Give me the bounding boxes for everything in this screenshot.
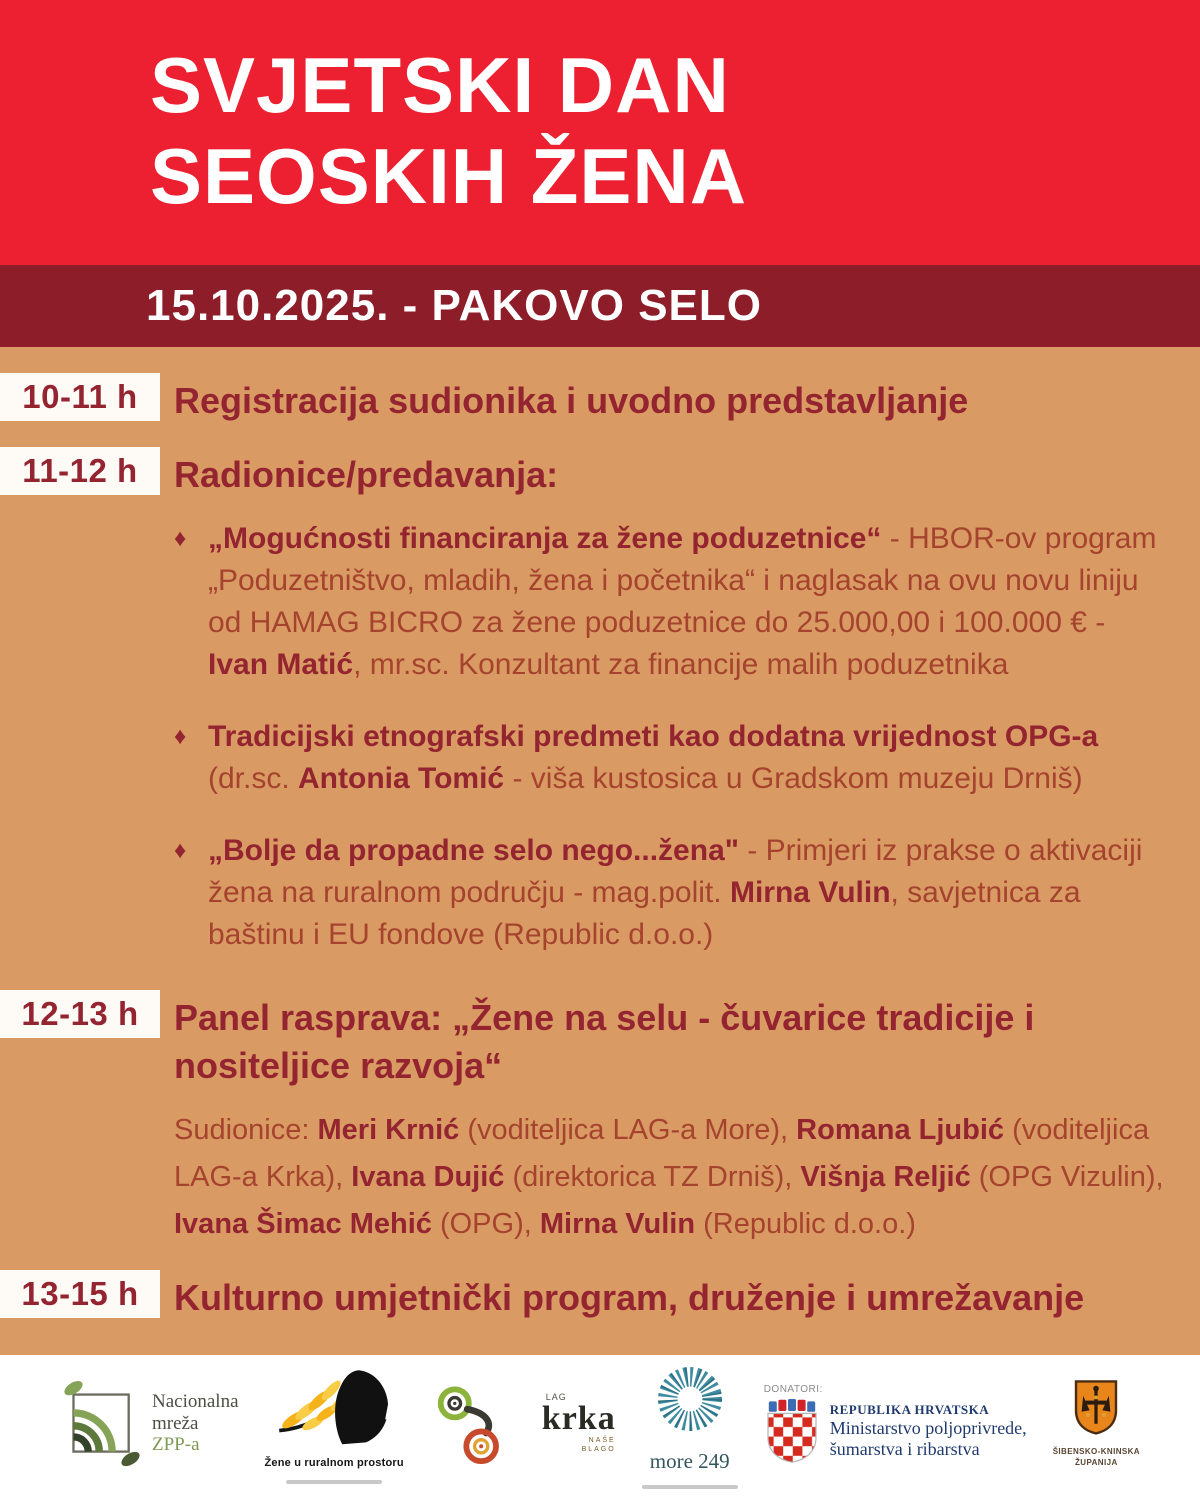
workshop-item [174,518,1164,686]
header-banner [0,0,1200,265]
time-badge-label: 12-13 h [21,995,139,1033]
time-badge [0,373,160,421]
workshop-item-text: „Mogućnosti financiranja za žene poduzetnice“ - HBOR-ov program „Poduzetništvo, mladih, žena i početnika“ i naglasak na ovu novu liniju od HAMAG BICRO za žene poduzetnice do 25.000,00 i 100.000 € - Ivan Matić, mr.sc. Konzultant za financije malih poduzetnika [208,522,1157,682]
schedule-row-workshops [0,447,1200,957]
time-badge [0,1270,160,1318]
krka-tagline-line2: BLAGO [581,1446,616,1453]
donators-label: DONATORI: [763,1383,823,1395]
krka-logo-caption [542,1393,616,1454]
more249-sub-caption-placeholder [642,1485,738,1489]
session-title: Registracija sudionika i uvodno predstavljanje [174,380,969,421]
zene-sub-caption-placeholder [286,1480,382,1484]
schedule-row-panel [0,990,1200,1248]
zene-logo-caption: Žene u ruralnom prostoru [264,1457,404,1469]
more249-caption: more 249 [649,1448,730,1473]
logo-lag-krka [430,1378,616,1470]
more249-logo-icon [650,1359,730,1439]
schedule-row-culture [0,1270,1200,1322]
session-title: Radionice/predavanja: [174,453,559,495]
workshop-item-text: Tradicijski etnografski predmeti kao dodatna vrijednost OPG-a (dr.sc. Antonia Tomić - viša kustosica u Gradskom muzeju Drniš) [208,720,1099,796]
panel-participants: Sudionice: Meri Krnić (voditeljica LAG-a More), Romana Ljubić (voditeljica LAG-a Krka), Ivana Dujić (direktorica TZ Drniš), Višnja Reljić (OPG Vizulin), Ivana Šimac Mehić (OPG), Mirna Vulin (Republic d.o.o.) [174,1114,1164,1240]
time-badge-label: 10-11 h [22,378,138,415]
logo-strip [0,1355,1200,1500]
zpp-caption-line2: mreža [152,1412,199,1434]
zpp-caption-line3: ZPP-a [152,1434,200,1456]
zpp-caption-line1: Nacionalna [152,1390,239,1412]
poster-title [150,40,1160,223]
women-silhouette-icon [268,1363,400,1447]
croatian-coat-of-arms-icon [764,1398,820,1464]
krka-tagline-line1: NAŠE [588,1436,616,1444]
zpp-logo-caption [152,1391,239,1457]
ministry-line2: Ministarstvo poljoprivrede, [829,1417,1027,1438]
zpp-logo-icon [60,1378,144,1470]
logo-zene-u-ruralnom-prostoru [265,1363,404,1484]
schedule [0,347,1200,1355]
time-badge-label: 11-12 h [22,451,138,489]
county-caption-line1: ŠIBENSKO-KNINSKA [1052,1447,1140,1457]
ministry-caption [830,1402,1027,1459]
county-coat-of-arms-icon [1072,1378,1120,1436]
logo-zpp [60,1378,239,1470]
session-title: Kulturno umjetnički program, druženje i umrežavanje [174,1276,1085,1318]
ministry-line1: REPUBLIKA HRVATSKA [829,1401,990,1417]
county-caption [1053,1447,1140,1469]
poster-title-line1: SVJETSKI DAN [150,41,730,129]
logo-more-249 [642,1359,738,1489]
logo-county [1053,1378,1140,1469]
poster-title-line2: SEOSKIH ŽENA [150,132,748,221]
time-badge-label: 13-15 h [21,1274,139,1312]
logo-ministry [764,1384,1027,1464]
ministry-line3: šumarstva i ribarstva [829,1438,980,1459]
workshop-item-text: „Bolje da propadne selo nego...žena" - Primjeri iz prakse o aktivaciji žena na ruralnom području - mag.polit. Mirna Vulin, savjetnica za baštinu i EU fondove (Republic d.o.o.) [208,834,1143,952]
diamond-bullet-icon: ♦ [174,837,187,865]
session-title: Panel rasprava: „Žene na selu - čuvarice tradicije i nositeljice razvoja“ [174,997,1035,1086]
workshop-item [174,716,1164,800]
date-location-bar [0,265,1200,347]
schedule-row-registration [0,373,1200,425]
krka-tagline [542,1436,616,1454]
date-location-text: 15.10.2025. - PAKOVO SELO [146,281,762,330]
county-caption-line2: ŽUPANIJA [1075,1458,1118,1467]
workshop-item [174,830,1164,956]
diamond-bullet-icon: ♦ [174,525,187,553]
krka-lag-label: LAG [545,1391,567,1402]
workshop-list [174,518,1172,956]
diamond-bullet-icon: ♦ [174,723,187,751]
time-badge [0,990,160,1038]
krka-word-label: krka [541,1399,616,1437]
time-badge [0,447,160,495]
krka-logo-icon [430,1378,534,1470]
